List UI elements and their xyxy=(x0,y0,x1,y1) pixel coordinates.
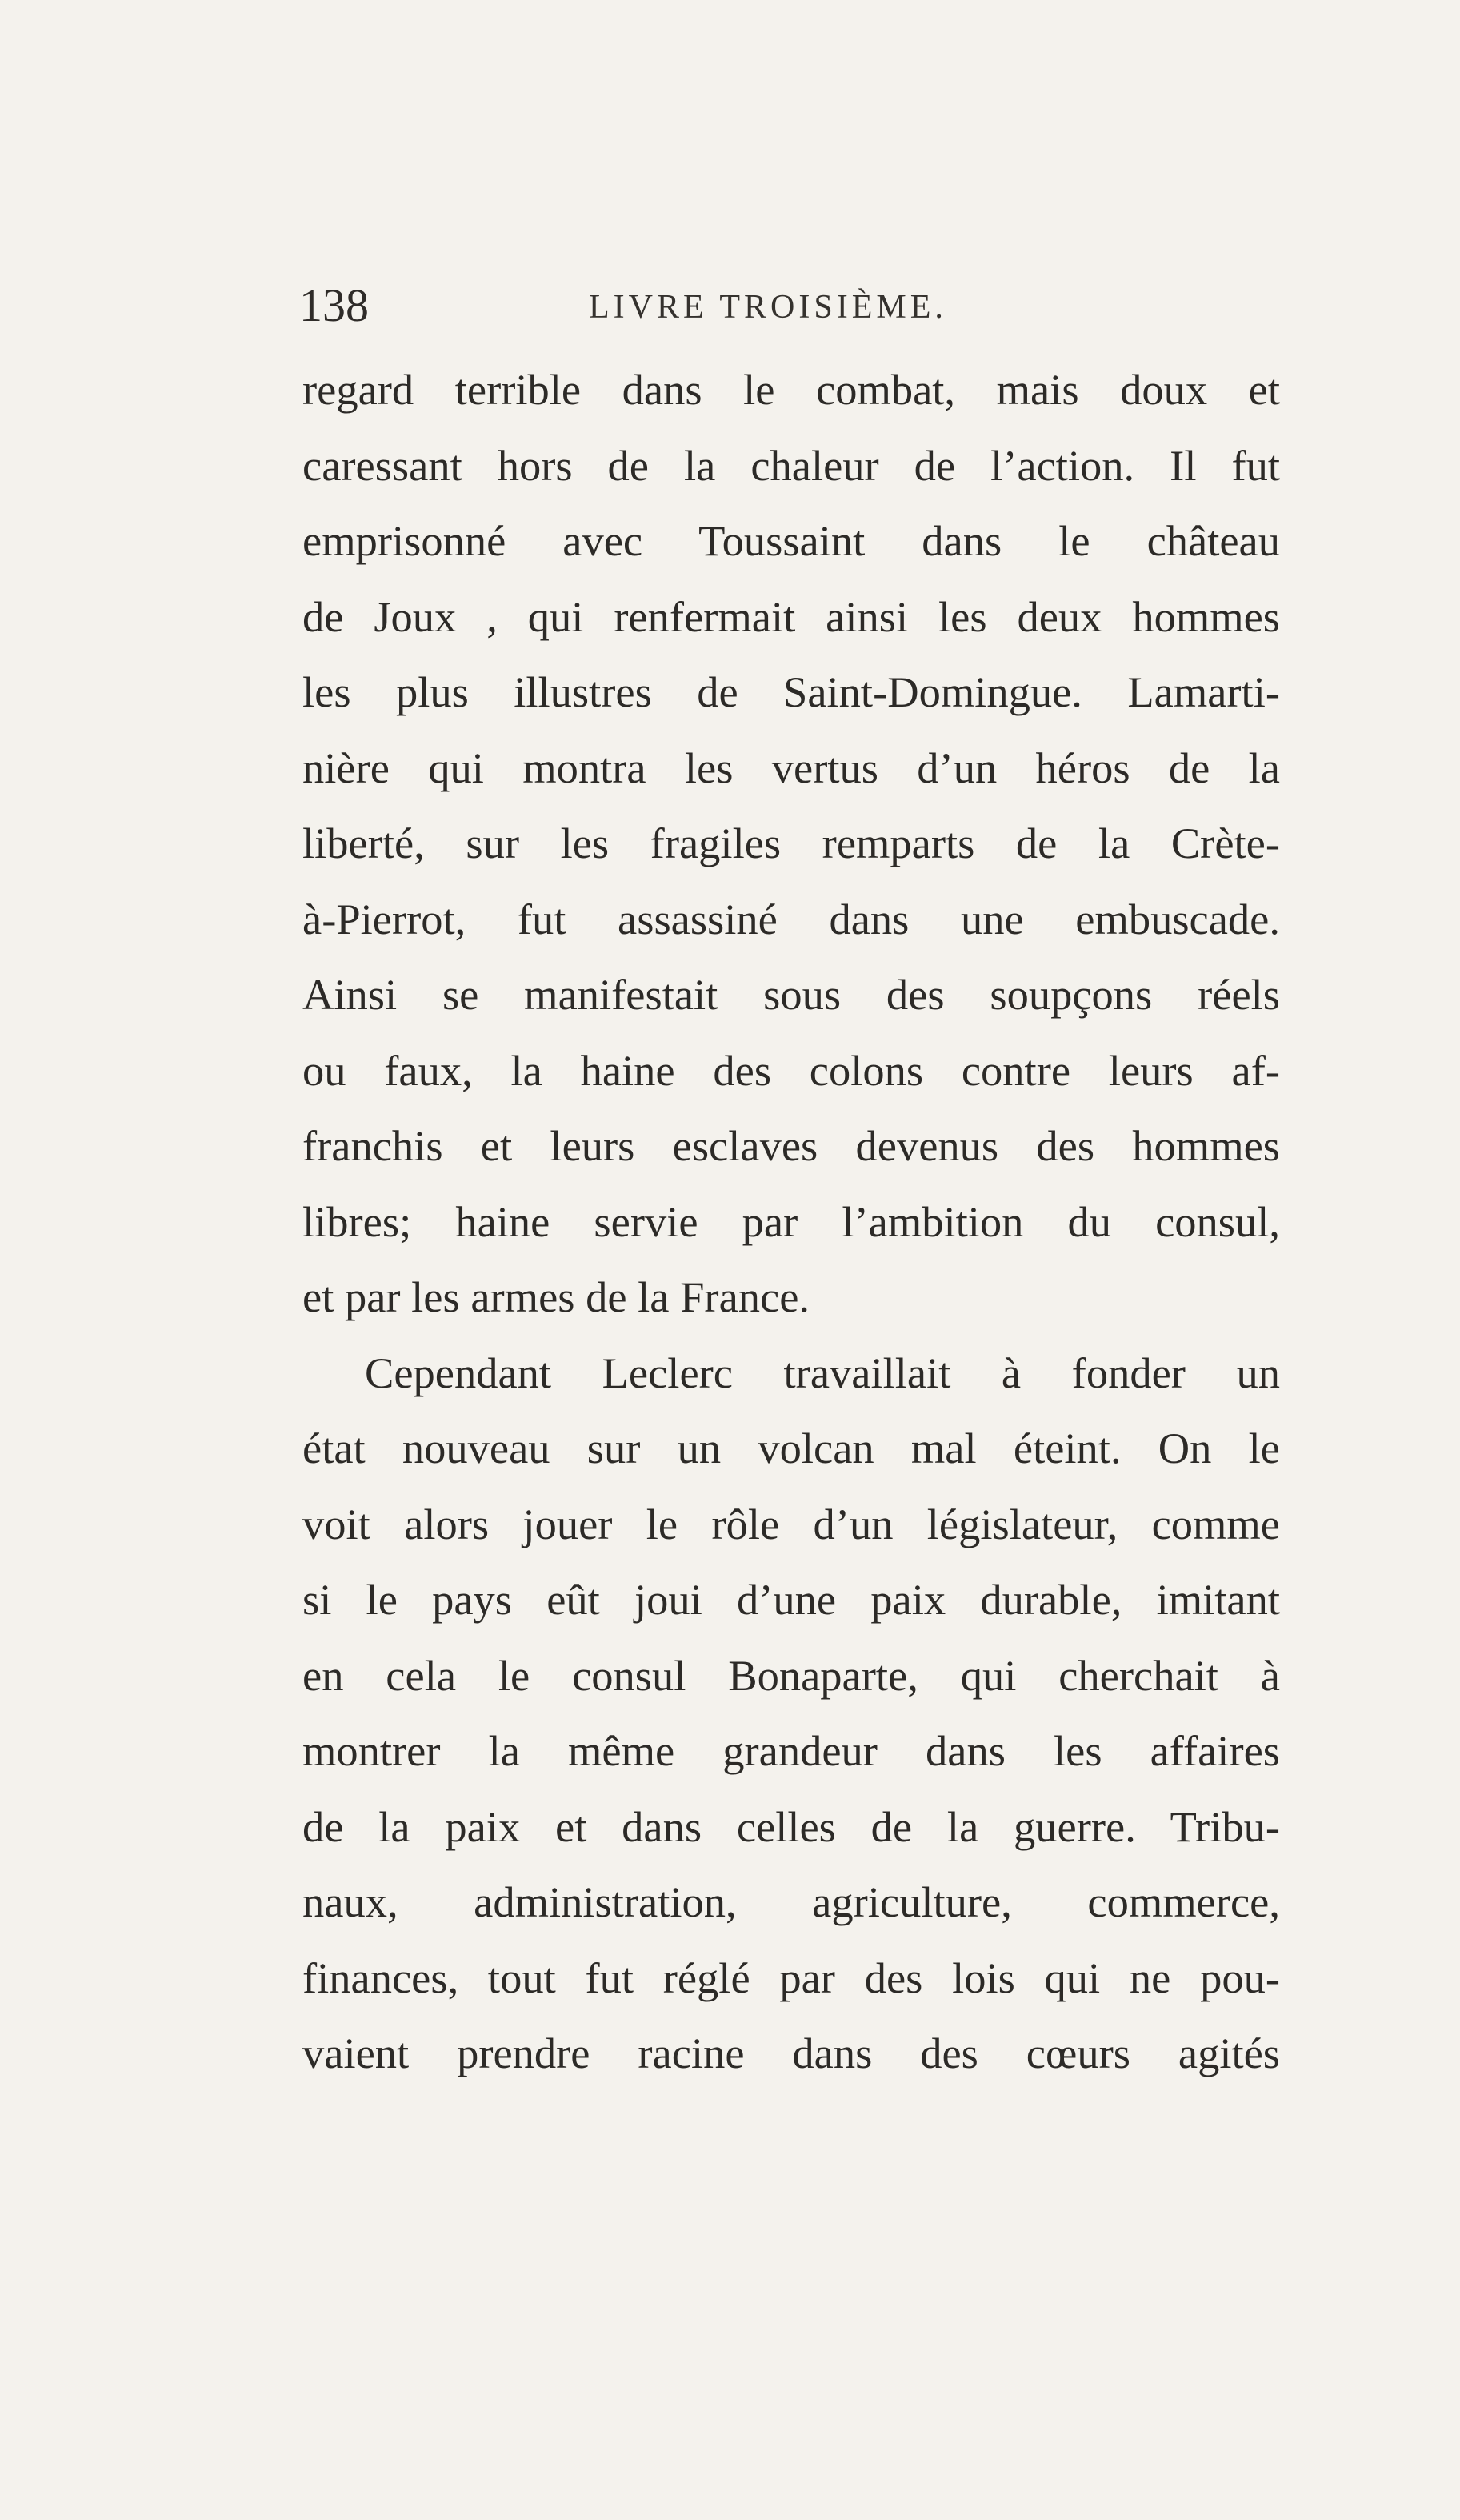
text-line: en cela le consul Bonaparte, qui cherchait à xyxy=(302,1650,1280,1700)
paragraph-end-line: et par les armes de la France. xyxy=(302,1272,810,1321)
text-line: voit alors jouer le rôle d’un législateur, comme xyxy=(302,1499,1280,1548)
text-line: emprisonné avec Toussaint dans le château xyxy=(302,516,1280,565)
text-line: montrer la même grandeur dans les affaires xyxy=(302,1726,1280,1775)
text-line: finances, tout fut réglé par des lois qui ne pou- xyxy=(302,1953,1280,2002)
text-line: état nouveau sur un volcan mal éteint. On le xyxy=(302,1424,1280,1472)
text-line: de Joux , qui renfermait ainsi les deux hommes xyxy=(302,591,1280,641)
text-line: à-Pierrot, fut assassiné dans une embuscade. xyxy=(302,894,1280,943)
text-line: Ainsi se manifestait sous des soupçons réels xyxy=(302,970,1280,1019)
text-line: les plus illustres de Saint-Domingue. Lamarti- xyxy=(302,667,1280,716)
running-title: LIVRE TROISIÈME. xyxy=(589,289,947,326)
text-line: franchis et leurs esclaves devenus des hommes xyxy=(302,1121,1280,1170)
text-line: ou faux, la haine des colons contre leurs af- xyxy=(302,1045,1280,1095)
text-line: de la paix et dans celles de la guerre. Tribu- xyxy=(302,1801,1280,1851)
text-line: libres; haine servie par l’ambition du consul, xyxy=(302,1196,1280,1246)
page-number: 138 xyxy=(299,279,369,331)
running-head xyxy=(299,278,1283,335)
text-line: naux, administration, agriculture, commerce, xyxy=(302,1877,1280,1926)
text-line: regard terrible dans le combat, mais doux et xyxy=(302,365,1280,414)
text-line: si le pays eût joui d’une paix durable, imitant xyxy=(302,1575,1280,1624)
body-text xyxy=(302,352,1280,2092)
paragraph-start-line: Cependant Leclerc travaillait à fonder un xyxy=(365,1348,1280,1397)
text-line: nière qui montra les vertus d’un héros de la xyxy=(302,743,1280,792)
text-line: liberté, sur les fragiles remparts de la Crète- xyxy=(302,819,1280,867)
text-line: caressant hors de la chaleur de l’action. Il fut xyxy=(302,440,1280,490)
text-line: vaient prendre racine dans des cœurs agités xyxy=(302,2029,1280,2077)
